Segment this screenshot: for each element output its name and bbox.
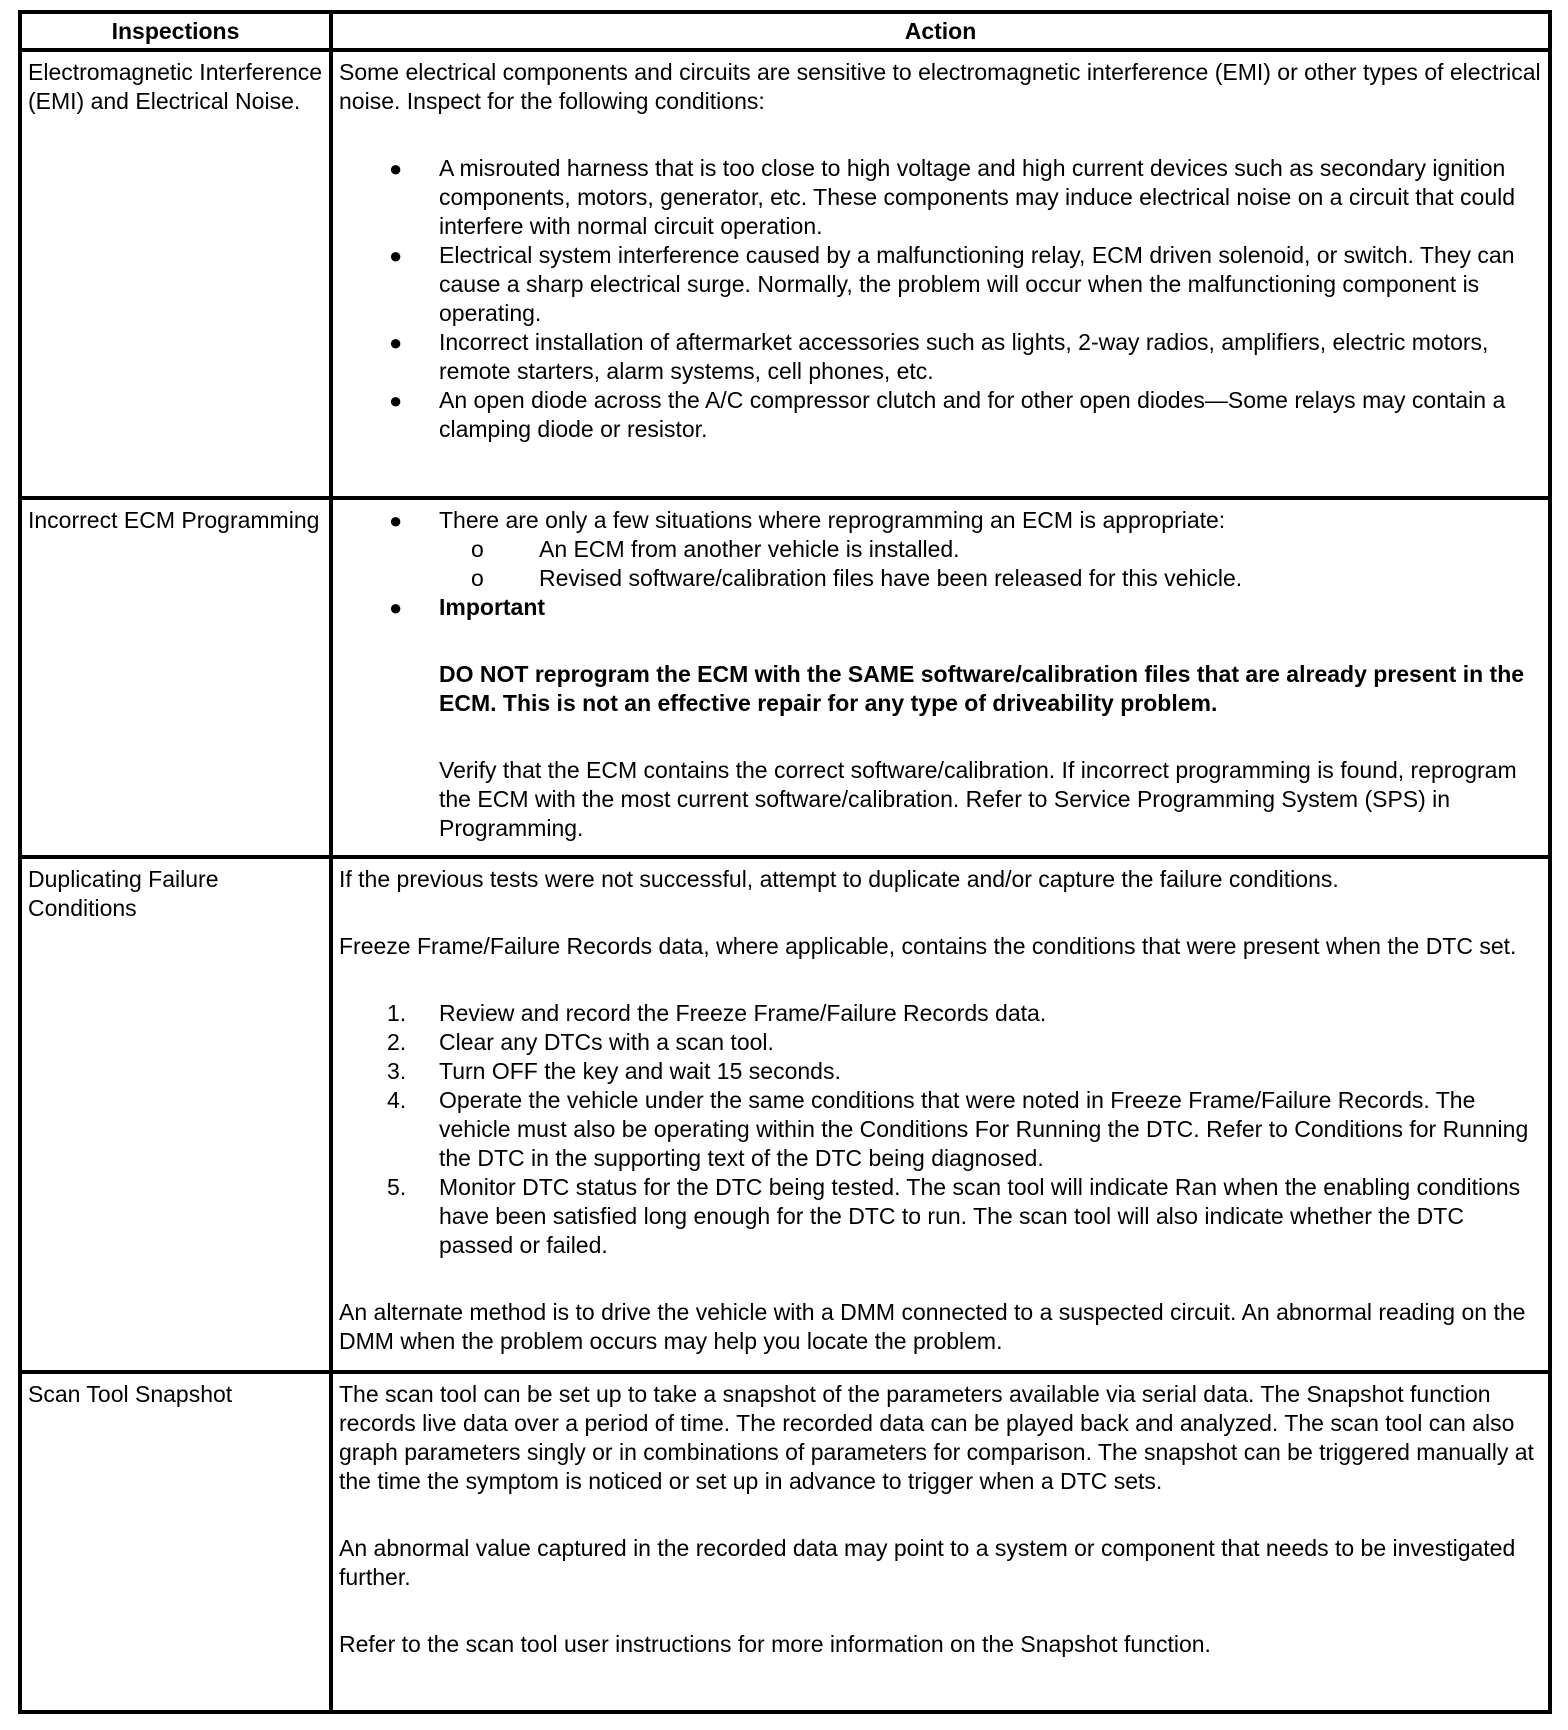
- action-paragraph: Freeze Frame/Failure Records data, where applicable, contains the conditions that were present when the DTC set.: [339, 933, 1517, 959]
- table-row: [20, 498, 1550, 857]
- bullet-icon: ●: [389, 330, 403, 355]
- action-cell: [331, 1372, 1550, 1712]
- bullet-icon: ●: [389, 243, 403, 268]
- bullet-icon: ●: [389, 156, 403, 181]
- inspection-cell: [20, 1372, 331, 1712]
- header-inspections: Inspections: [20, 12, 331, 50]
- step-number: 4.: [387, 1087, 407, 1113]
- action-cell: [331, 857, 1550, 1372]
- list-item: o An ECM from another vehicle is installed.: [471, 536, 960, 562]
- action-paragraph: If the previous tests were not successful, attempt to duplicate and/or capture the failure conditions.: [339, 866, 1339, 892]
- bullet-list: [339, 154, 1542, 444]
- inspection-cell: [20, 498, 331, 857]
- action-paragraph: An alternate method is to drive the vehicle with a DMM connected to a suspected circuit. An abnormal reading on the DMM when the problem occurs may help you locate the problem.: [339, 1299, 1526, 1354]
- list-item: o Revised software/calibration files have been released for this vehicle.: [471, 565, 1243, 591]
- action-paragraph: An abnormal value captured in the recorded data may point to a system or component that needs to be investigated further.: [339, 1535, 1516, 1590]
- list-item: 1. Review and record the Freeze Frame/Failure Records data.: [387, 1000, 1047, 1026]
- inspections-table: [18, 10, 1552, 1714]
- verify-text: Verify that the ECM contains the correct software/calibration. If incorrect programming is found, reprogram the ECM with the most current software/calibration. Refer to Service Programming System (SPS) in Programming.: [439, 757, 1517, 841]
- list-item: ● Incorrect installation of aftermarket accessories such as lights, 2-way radios, amplifiers, electric motors, remote starters, alarm systems, cell phones, etc.: [389, 329, 1489, 384]
- table-row: [20, 50, 1550, 498]
- bullet-icon: ●: [389, 508, 403, 533]
- list-item: ● A misrouted harness that is too close to high voltage and high current devices such as secondary ignition components, motors, generator, etc. These components may induce electrical noise on a circuit that could interfere with normal circuit operation.: [389, 155, 1516, 239]
- list-item: 3. Turn OFF the key and wait 15 seconds.: [387, 1058, 841, 1084]
- table-row: [20, 1372, 1550, 1712]
- action-cell: [331, 50, 1550, 498]
- sub-bullet-icon: o: [471, 565, 484, 591]
- list-item: ● An open diode across the A/C compressor clutch and for other open diodes—Some relays may contain a clamping diode or resistor.: [389, 387, 1506, 442]
- numbered-list: [339, 999, 1542, 1260]
- inspection-label: Incorrect ECM Programming: [28, 507, 320, 533]
- bullet-list: [339, 506, 1542, 843]
- action-cell: [331, 498, 1550, 857]
- header-action: Action: [331, 12, 1550, 50]
- important-label: Important: [439, 594, 546, 620]
- list-item: 5. Monitor DTC status for the DTC being tested. The scan tool will indicate Ran when the enabling conditions have been satisfied long enough for the DTC to run. The scan tool will also indicate whether the DTC passed or failed.: [387, 1174, 1521, 1258]
- sub-bullet-list: [439, 535, 1542, 593]
- list-item: 2. Clear any DTCs with a scan tool.: [387, 1029, 774, 1055]
- inspection-label: Electromagnetic Interference (EMI) and Electrical Noise.: [28, 59, 323, 114]
- bullet-icon: ●: [389, 388, 403, 413]
- list-item: ● Electrical system interference caused by a malfunctioning relay, ECM driven solenoid, or switch. They can cause a sharp electrical surge. Normally, the problem will occur when the malfunctioning component is operating.: [389, 242, 1515, 326]
- action-intro: Some electrical components and circuits are sensitive to electromagnetic interference (EMI) or other types of electrical noise. Inspect for the following conditions:: [339, 59, 1541, 114]
- inspection-label: Scan Tool Snapshot: [28, 1381, 233, 1407]
- warning-text: DO NOT reprogram the ECM with the SAME software/calibration files that are already present in the ECM. This is not an effective repair for any type of driveability problem.: [439, 661, 1525, 716]
- action-paragraph: Refer to the scan tool user instructions for more information on the Snapshot function.: [339, 1631, 1211, 1657]
- list-item: [339, 593, 1542, 843]
- step-number: 3.: [387, 1058, 407, 1084]
- sub-bullet-icon: o: [471, 536, 484, 562]
- step-number: 5.: [387, 1174, 407, 1200]
- step-number: 1.: [387, 1000, 407, 1026]
- bullet-icon: ●: [389, 595, 403, 620]
- inspection-label: Duplicating Failure Conditions: [28, 866, 219, 921]
- list-item: 4. Operate the vehicle under the same conditions that were noted in Freeze Frame/Failure Records. The vehicle must also be operating within the Conditions For Running the DTC. Refer to Conditions for Running the DTC in the supporting text of the DTC being diagnosed.: [387, 1087, 1529, 1171]
- table-header-row: [20, 12, 1550, 50]
- inspection-cell: [20, 857, 331, 1372]
- table-row: [20, 857, 1550, 1372]
- inspection-cell: [20, 50, 331, 498]
- action-paragraph: The scan tool can be set up to take a snapshot of the parameters available via serial data. The Snapshot function records live data over a period of time. The recorded data can be played back and analyzed. The scan tool can also graph parameters singly or in combinations of parameters for comparison. The snapshot can be triggered manually at the time the symptom is noticed or set up in advance to trigger when a DTC sets.: [339, 1381, 1534, 1494]
- list-item: ● There are only a few situations where reprogramming an ECM is appropriate: o An ECM from another vehicle is installed. o Revised software/calibration files have been released for this vehicle.: [339, 506, 1542, 593]
- step-number: 2.: [387, 1029, 407, 1055]
